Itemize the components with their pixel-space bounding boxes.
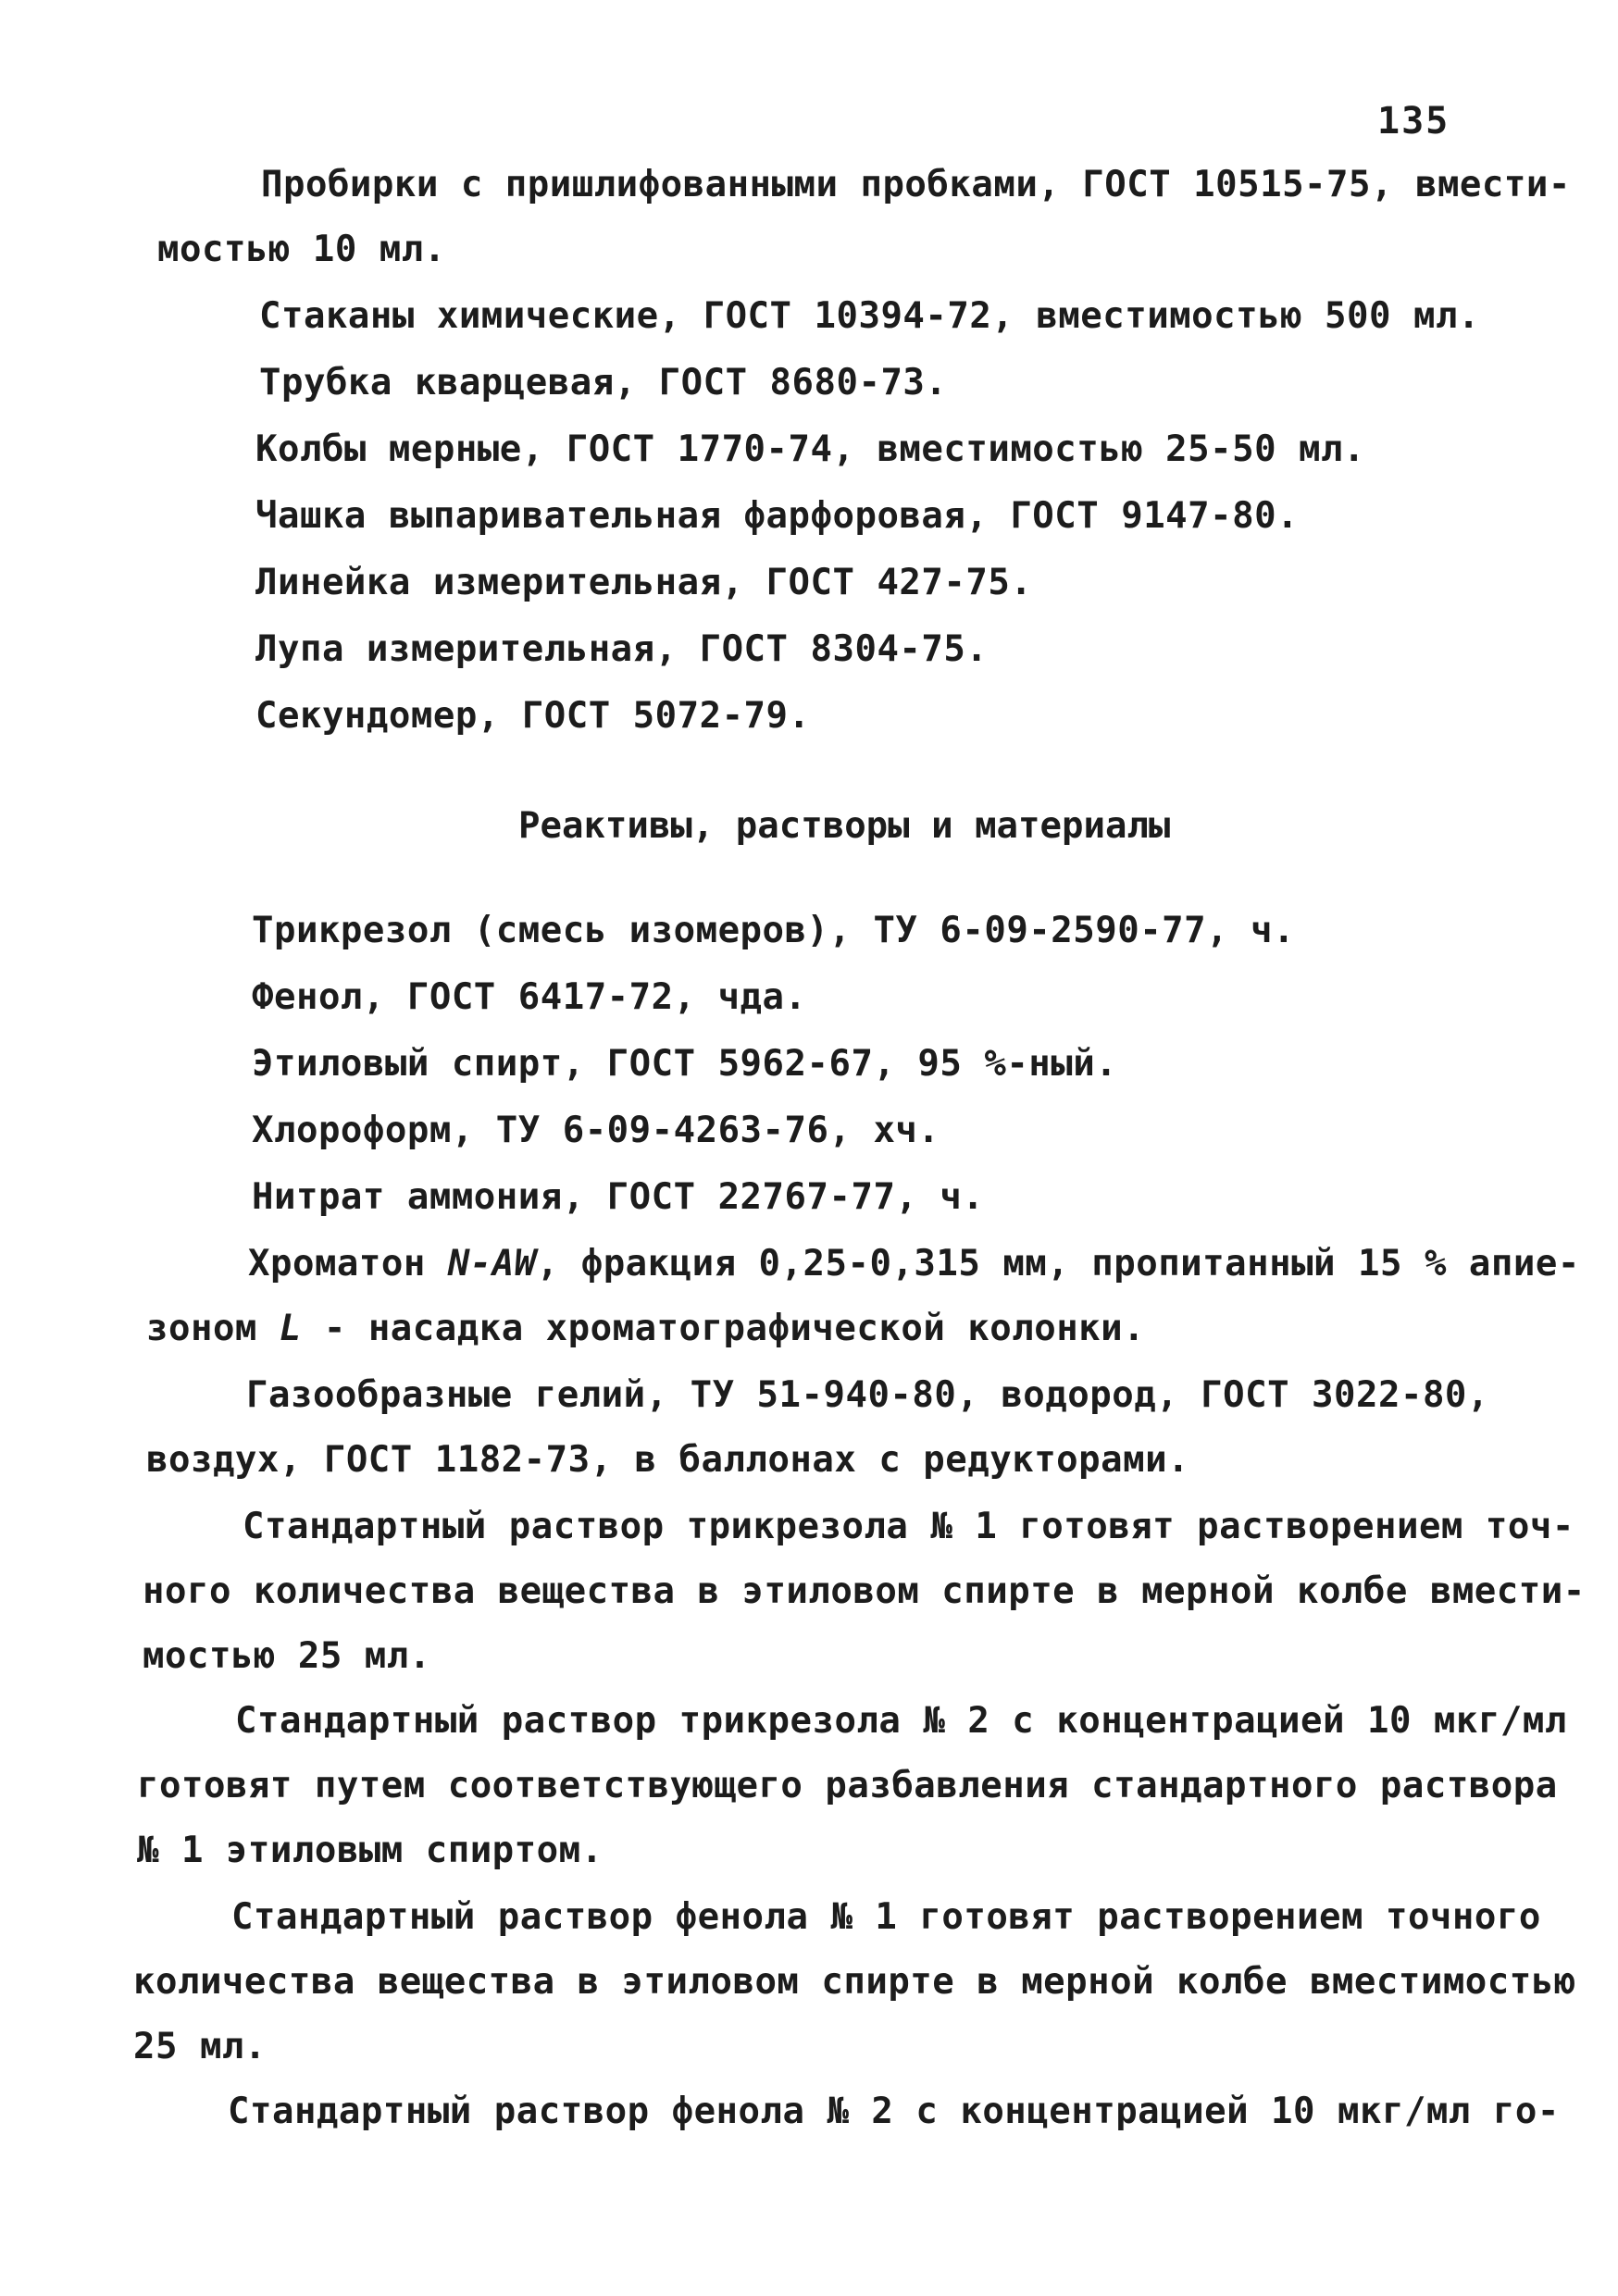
page-number: 135 xyxy=(1377,100,1450,143)
reagent-line: Этиловый спирт, ГОСТ 5962-67, 95 %-ный. xyxy=(252,1043,1118,1085)
reagent-line: 25 мл. xyxy=(133,2026,267,2067)
reagent-line: Нитрат аммония, ГОСТ 22767-77, ч. xyxy=(252,1176,985,1218)
reagent-line-apiezon xyxy=(146,1310,1145,1347)
equipment-line: Пробирки с пришлифованными пробками, ГОСТ 10515-75, вмести- xyxy=(261,164,1571,205)
chromaton-label: Хроматон xyxy=(248,1243,448,1285)
reagent-line: воздух, ГОСТ 1182-73, в баллонах с редукторами. xyxy=(146,1439,1190,1481)
apiezon-label: зоном xyxy=(146,1308,280,1349)
reagent-line: количества вещества в этиловом спирте в мерной колбе вместимостью xyxy=(133,1961,1576,2003)
section-heading: Реактивы, растворы и материалы xyxy=(518,805,1171,847)
equipment-line: Колбы мерные, ГОСТ 1770-74, вместимостью 25-50 мл. xyxy=(255,428,1365,470)
reagent-line: Стандартный раствор трикрезола № 2 с концентрацией 10 мкг/мл xyxy=(235,1700,1567,1742)
reagent-line: Газообразные гелий, ТУ 51-940-80, водород, ГОСТ 3022-80, xyxy=(246,1374,1489,1416)
reagent-line: Хлороформ, ТУ 6-09-4263-76, хч. xyxy=(252,1110,940,1151)
reagent-line: № 1 этиловым спиртом. xyxy=(137,1830,604,1871)
equipment-line: Чашка выпаривательная фарфоровая, ГОСТ 9147-80. xyxy=(255,495,1300,537)
apiezon-details: - насадка хроматографической колонки. xyxy=(301,1308,1146,1349)
reagent-line: мостью 25 мл. xyxy=(143,1635,431,1677)
reagent-line: Стандартный раствор трикрезола № 1 готовят растворением точ- xyxy=(243,1506,1574,1547)
equipment-line: Трубка кварцевая, ГОСТ 8680-73. xyxy=(259,362,948,403)
reagent-line-chromaton xyxy=(248,1243,1580,1285)
equipment-line: Линейка измерительная, ГОСТ 427-75. xyxy=(255,562,1033,603)
reagent-line: Трикрезол (смесь изомеров), ТУ 6-09-2590-77, ч. xyxy=(252,910,1296,951)
chromaton-grade: N-AW xyxy=(447,1243,537,1285)
reagent-line: Фенол, ГОСТ 6417-72, чда. xyxy=(252,976,807,1018)
reagent-line: Стандартный раствор фенола № 1 готовят растворением точного xyxy=(231,1896,1541,1938)
equipment-line: Лупа измерительная, ГОСТ 8304-75. xyxy=(255,628,989,670)
reagent-line: готовят путем соответствующего разбавления стандартного раствора xyxy=(137,1765,1558,1806)
apiezon-grade: L xyxy=(279,1308,302,1349)
reagent-line: Стандартный раствор фенола № 2 с концентрацией 10 мкг/мл го- xyxy=(228,2091,1560,2132)
equipment-line: Стаканы химические, ГОСТ 10394-72, вместимостью 500 мл. xyxy=(259,295,1480,337)
reagent-line: ного количества вещества в этиловом спирте в мерной колбе вмести- xyxy=(143,1570,1586,1612)
chromaton-details: , фракция 0,25-0,315 мм, пропитанный 15 % апие- xyxy=(536,1243,1580,1285)
equipment-line: Секундомер, ГОСТ 5072-79. xyxy=(255,695,811,737)
equipment-line: мостью 10 мл. xyxy=(157,229,446,270)
